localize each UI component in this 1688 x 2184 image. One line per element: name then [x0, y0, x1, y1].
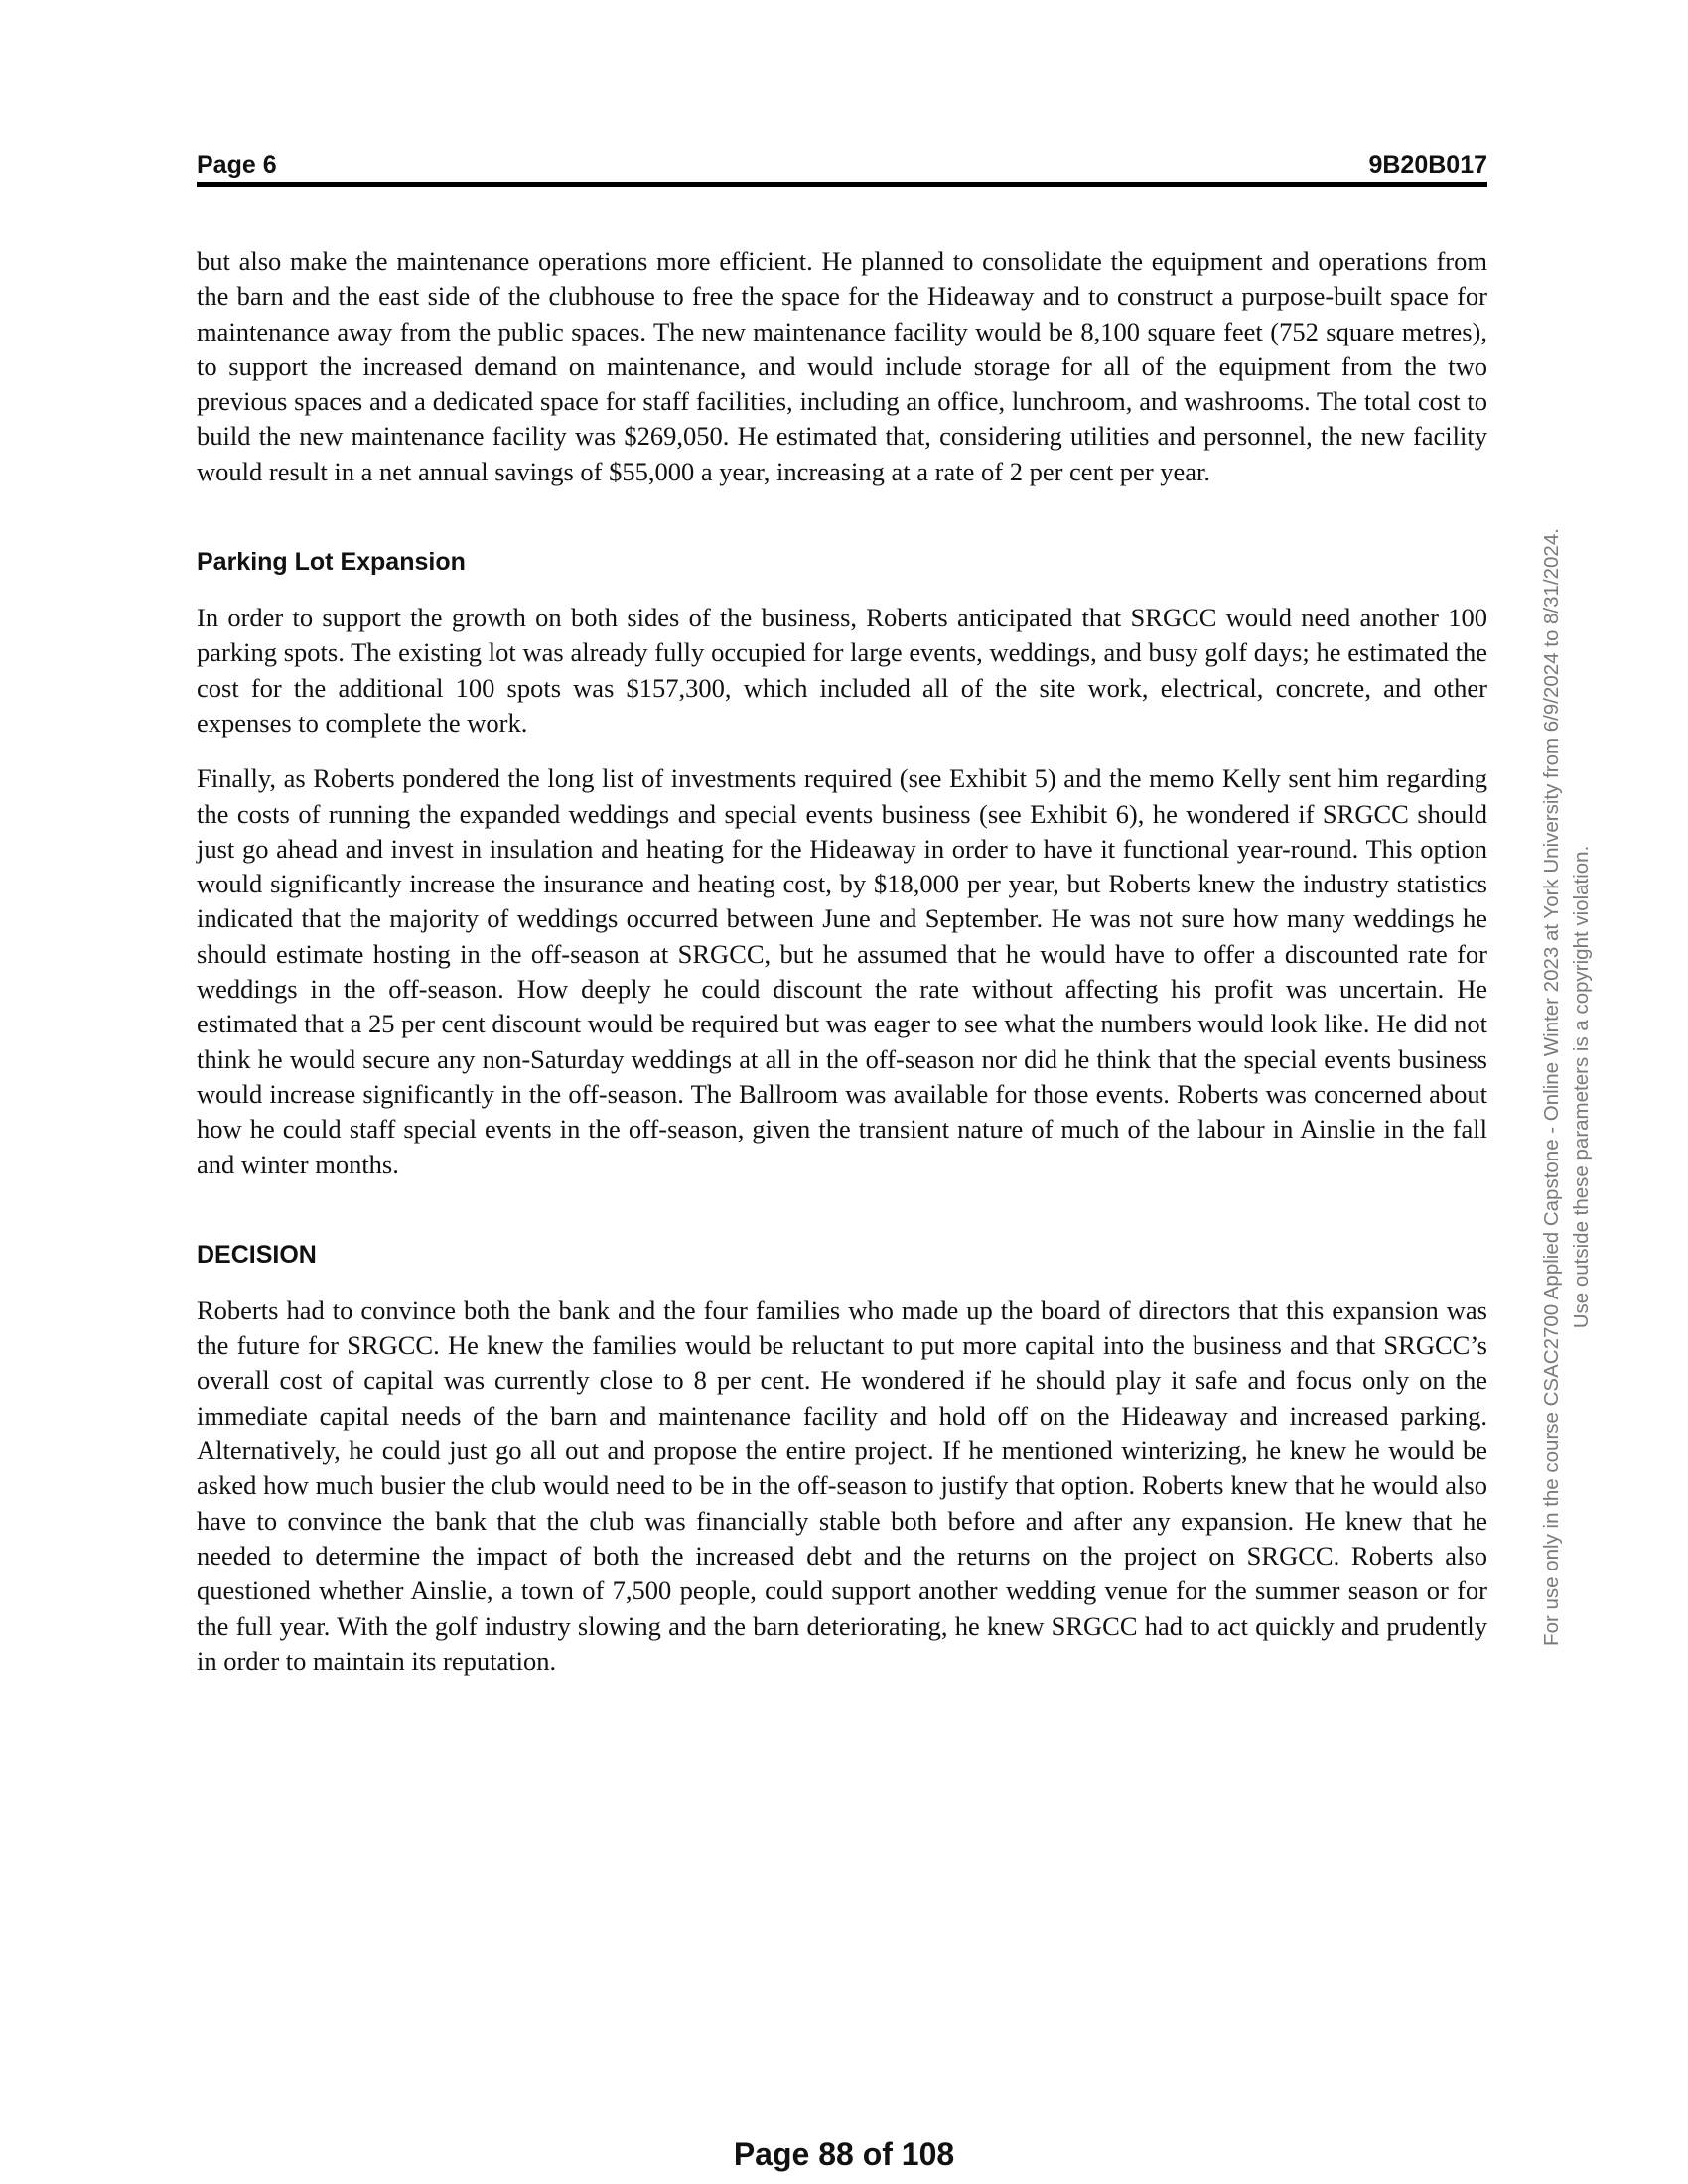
- paragraph-winterizing: Finally, as Roberts pondered the long list of investments required (see Exhibit 5) and the memo Kelly sent him regarding the costs of running the expanded weddings and special events business (see Exhibit 6), he wondered if SRGCC should just go ahead and invest in insulation and heating for the Hideaway in order to have it functional year-round. This option would significantly increase the insurance and heating cost, by $18,000 per year, but Roberts knew the industry statistics indicated that the majority of weddings occurred between June and September. He was not sure how many weddings he should estimate hosting in the off-season at SRGCC, but he assumed that he would have to offer a discounted rate for weddings in the off-season. How deeply he could discount the rate without affecting his profit was uncertain. He estimated that a 25 per cent discount would be required but was eager to see what the numbers would look like. He did not think he would secure any non-Saturday weddings at all in the off-season nor did he think that the special events business would increase significantly in the off-season. The Ballroom was available for those events. Roberts was concerned about how he could staff special events in the off-season, given the transient nature of much of the labour in Ainslie in the fall and winter months.: [197, 763, 1487, 1179]
- heading-parking-lot-expansion: Parking Lot Expansion: [197, 548, 466, 577]
- page-counter: Page 88 of 108: [733, 2136, 955, 2172]
- watermark-line-2: Use outside these parameters is a copyright violation.: [1570, 845, 1593, 1329]
- document-body: [197, 244, 1487, 1679]
- page-number: Page 6: [197, 151, 277, 179]
- heading-decision: DECISION: [197, 1240, 317, 1269]
- page-header: [197, 147, 1487, 187]
- case-code: 9B20B017: [1368, 151, 1487, 179]
- watermark-line-1: For use only in the course CSAC2700 Applied Capstone - Online Winter 2023 at York University from 6/9/2024 to 8/31/2024.: [1540, 528, 1563, 1646]
- paragraph-maintenance: but also make the maintenance operations more efficient. He planned to consolidate the equipment and operations from the barn and the east side of the clubhouse to free the space for the Hideaway and to construct a purpose-built space for maintenance away from the public spaces. The new maintenance facility would be 8,100 square feet (752 square metres), to support the increased demand on maintenance, and would include storage for all of the equipment from the two previous spaces and a dedicated space for staff facilities, including an office, lunchroom, and washrooms. The total cost to build the new maintenance facility was $269,050. He estimated that, considering utilities and personnel, the new facility would result in a net annual savings of $55,000 a year, increasing at a rate of 2 per cent per year.: [197, 246, 1487, 486]
- paragraph-parking: In order to support the growth on both sides of the business, Roberts anticipated that SRGCC would need another 100 parking spots. The existing lot was already fully occupied for large events, weddings, and busy golf days; he estimated the cost for the additional 100 spots was $157,300, which included all of the site work, electrical, concrete, and other expenses to complete the work.: [197, 603, 1487, 738]
- copyright-watermark: [1537, 477, 1597, 1698]
- paragraph-decision: Roberts had to convince both the bank and the four families who made up the board of directors that this expansion was the future for SRGCC. He knew the families would be reluctant to put more capital into the business and that SRGCC’s overall cost of capital was currently close to 8 per cent. He wondered if he should play it safe and focus only on the immediate capital needs of the barn and maintenance facility and hold off on the Hideaway and increased parking. Alternatively, he could just go all out and propose the entire project. If he mentioned winterizing, he knew he would be asked how much busier the club would need to be in the off-season to justify that option. Roberts knew that he would also have to convince the bank that the club was financially stable both before and after any expansion. He knew that he needed to determine the impact of both the increased debt and the returns on the project on SRGCC. Roberts also questioned whether Ainslie, a town of 7,500 people, could support another wedding venue for the summer season or for the full year. With the golf industry slowing and the barn deteriorating, he knew SRGCC had to act quickly and prudently in order to maintain its reputation.: [197, 1295, 1487, 1676]
- header-rule: [197, 182, 1487, 187]
